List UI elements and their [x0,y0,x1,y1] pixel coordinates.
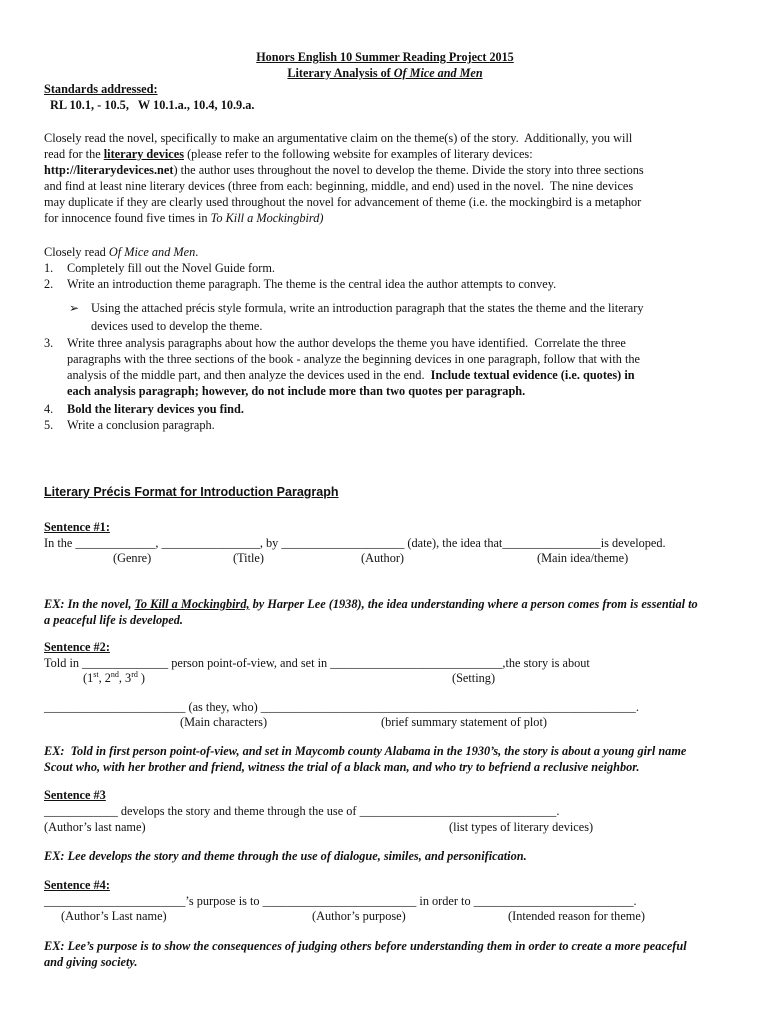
bullet-arrow-icon: ➢ [69,301,80,315]
sentence-4-template: _______________________’s purpose is to _________________________ in order to __________________________. [44,894,637,908]
plot-summary-caption: (brief summary statement of plot) [381,715,547,729]
pov-caption: (1st, 2nd, 3rd ) [83,669,146,685]
intro-line-6: for innocence found five times in To Kill a Mockingbird) [44,211,324,225]
step-4-text: Bold the literary devices you find. [67,402,244,416]
intro-line-4: and find at least nine literary devices (three from each: beginning, middle, and end) used in the novel. The nine devices [44,179,634,193]
main-idea-caption: (Main idea/theme) [537,551,629,565]
intended-reason-caption: (Intended reason for theme) [508,909,645,923]
author-caption: (Author) [361,551,405,565]
literary-devices-caption: (list types of literary devices) [449,820,594,834]
standards-codes: RL 10.1, - 10.5, W 10.1.a., 10.4, 10.9.a. [50,98,255,112]
precis-heading: Literary Précis Format for Introduction Paragraph [44,485,339,499]
step-number: 3. [44,336,54,350]
main-characters-caption: (Main characters) [180,715,268,729]
step-3-line-4: each analysis paragraph; however, do not include more than two quotes per paragraph. [67,384,526,398]
sentence-2-example-line-1: EX: Told in first person point-of-view, and set in Maycomb county Alabama in the 1930’s, the story is about a young girl name [44,744,687,758]
step-2-text: Write an introduction theme paragraph. The theme is the central idea the author attempts to convey. [67,277,557,291]
step-3-line-2: paragraphs with the three sections of the book - analyze the beginning devices in one paragraph, follow that with the [67,352,640,366]
title-caption: (Title) [233,551,264,565]
intro-line-5: may duplicate if they are clearly used throughout the novel for advancement of theme (i.e. the mockingbird is a metaphor [44,195,642,209]
literary-devices-link[interactable]: literary devices [103,147,184,161]
sentence-2-label: Sentence #2: [44,640,110,654]
step-3-line-1: Write three analysis paragraphs about how the author develops the theme you have identified. Correlate the three [67,336,626,350]
intro-line-1: Closely read the novel, specifically to make an argumentative claim on the theme(s) of the story. Additionally, you will [44,131,633,145]
sentence-2-template-line-2: _______________________ (as they, who) _____________________________________________________________. [44,700,639,714]
sentence-1-example-line-1: EX: In the novel, To Kill a Mockingbird, by Harper Lee (1938), the idea understanding where a person comes from is essential to [44,597,698,611]
sentence-1-template: In the _____________, ________________, by ____________________ (date), the idea that________________is developed. [44,536,666,550]
step-number: 1. [44,261,54,275]
sentence-1-label: Sentence #1: [44,520,110,534]
sentence-3-example: EX: Lee develops the story and theme through the use of dialogue, similes, and personification. [44,849,527,863]
author-purpose-caption: (Author’s purpose) [312,909,406,923]
sentence-3-label: Sentence #3 [44,788,106,802]
author-last-name-caption: (Author’s last name) [44,820,146,834]
sentence-3-template: ____________ develops the story and theme through the use of ________________________________. [44,804,560,818]
sentence-4-example-line-1: EX: Lee’s purpose is to show the consequences of judging others before understanding them in order to create a more peaceful [44,939,687,953]
sentence-4-label: Sentence #4: [44,878,110,892]
setting-caption: (Setting) [452,671,496,685]
step-3-line-3: analysis of the middle part, and then analyze the devices used in the end. Include textual evidence (i.e. quotes) in [67,368,635,382]
standards-heading: Standards addressed: [44,82,158,96]
sentence-4-example-line-2: and giving society. [44,955,138,969]
sentence-2-example-line-2: Scout who, with her brother and friend, witness the trial of a black man, and who try to befriend a reclusive neighbor. [44,760,640,774]
literary-devices-url[interactable]: http://literarydevices.net [44,163,174,177]
sentence-1-example-line-2: a peaceful life is developed. [44,613,183,627]
steps-lead: Closely read Of Mice and Men. [44,245,199,259]
bullet-text-line-1: Using the attached précis style formula, write an introduction paragraph that the states the theme and the literary [91,301,644,315]
step-5-text: Write a conclusion paragraph. [67,418,215,432]
step-number: 2. [44,277,54,291]
author-last-name-caption: (Author’s Last name) [61,909,167,923]
document-title: Honors English 10 Summer Reading Project 2015 [256,50,514,64]
step-number: 5. [44,418,54,432]
intro-line-3: http://literarydevices.net) the author uses throughout the novel to develop the theme. Divide the story into three sections [44,163,644,177]
intro-line-2: read for the literary devices (please refer to the following website for examples of literary devices: [44,147,533,161]
step-1-text: Completely fill out the Novel Guide form. [67,261,275,275]
step-number: 4. [44,402,54,416]
book-title: Of Mice and Men [393,66,483,80]
genre-caption: (Genre) [113,551,152,565]
sentence-2-template-line-1: Told in ______________ person point-of-view, and set in ____________________________,the story is about [44,656,590,670]
bullet-text-line-2: devices used to develop the theme. [91,319,263,333]
document-subtitle: Literary Analysis of Of Mice and Men [287,66,483,80]
